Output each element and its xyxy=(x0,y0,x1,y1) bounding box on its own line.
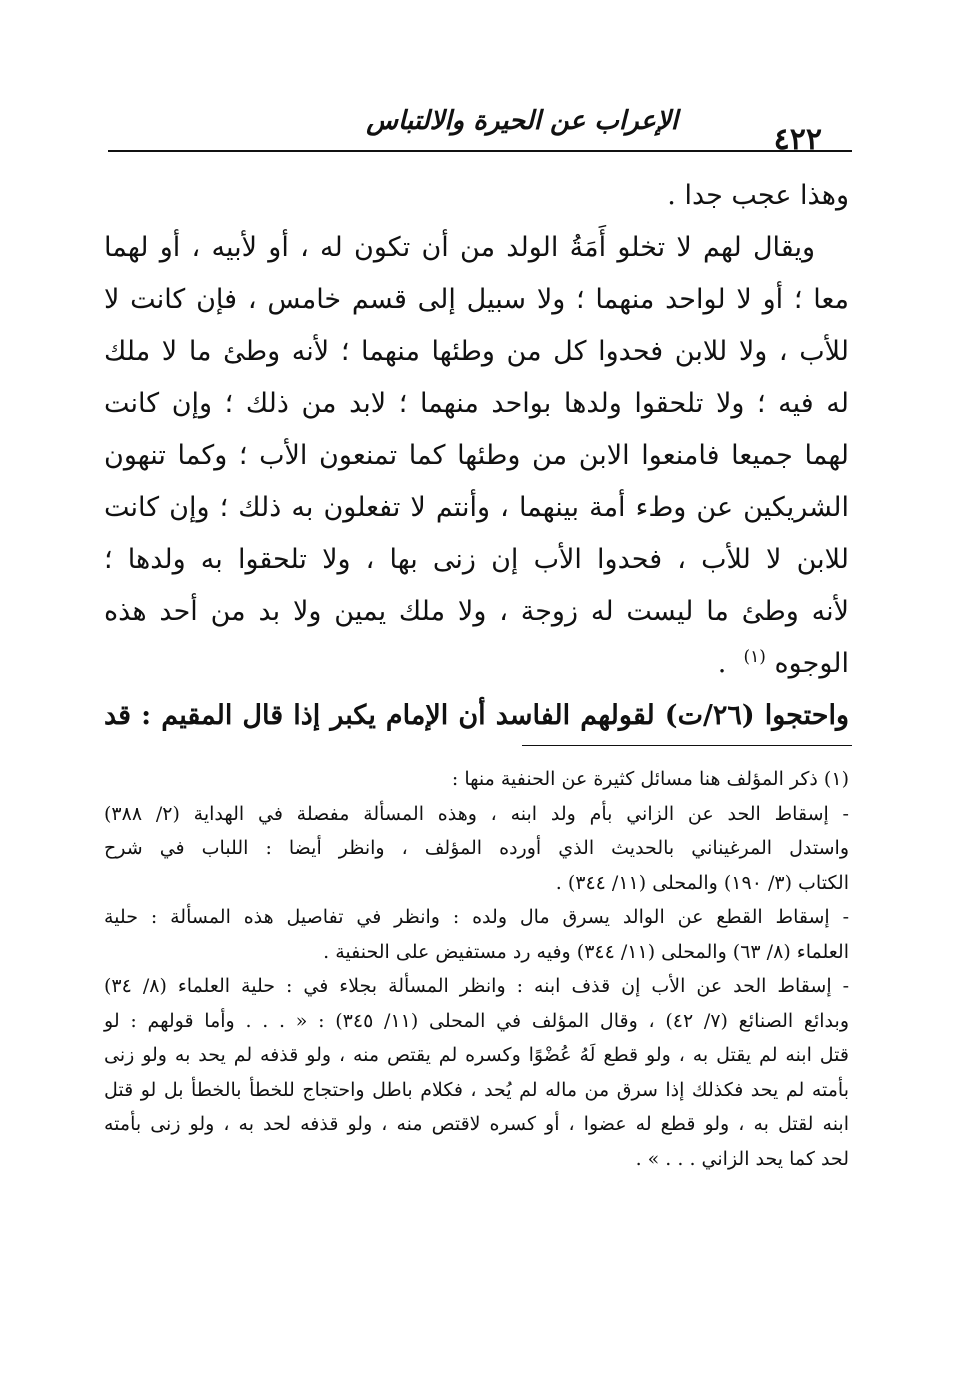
body-line: معا ؛ أو لا لواحد منهما ؛ ولا سبيل إلى قسم خامس ، فإن كانت لا xyxy=(104,284,849,315)
footnote-line: الكتاب (٣/ ١٩٠) والمحلى (١١/ ٣٤٤) . xyxy=(555,871,849,894)
footnote-line: العلماء (٨/ ٦٣) والمحلى (١١/ ٣٤٤) وفيه رد مستفيض على الحنفية . xyxy=(323,940,849,963)
body-line: وهذا عجب جدا . xyxy=(667,180,849,211)
footnote-separator xyxy=(522,745,852,746)
footnote-line: وبدائع الصنائع (٧/ ٤٢) ، وقال المؤلف في المحلى (١١/ ٣٤٥) : « . . . وأما قولهم : لو xyxy=(104,1009,849,1032)
body-line: لهما جميعا فامنعوا الابن من وطئها كما تمنعون الأب ؛ وكما تنهون xyxy=(104,440,849,471)
footnote-line: - إسقاط الحد عن الزاني بأم ولد ابنه ، وهذه المسألة مفصلة في الهداية (٢/ ٣٨٨) xyxy=(104,802,849,825)
footnote-marker[interactable]: (١) xyxy=(743,647,766,667)
footnote-line: بأمته لم يحد فكذلك إذا سرق من ماله لم يُحد ، فكلام باطل واحتجاج للخطأ بالخطأ بل لو قتل xyxy=(104,1078,849,1101)
footnote-line: - إسقاط القطع عن الوالد يسرق مال ولده : وانظر في تفاصيل هذه المسألة : حلية xyxy=(104,906,849,928)
body-line: لأنه وطئ ما ليست له زوجة ، ولا ملك يمين ولا بد من أحد هذه xyxy=(104,596,849,627)
footnote-line: لحد كما يحد الزاني . . . » . xyxy=(635,1147,849,1170)
footnote-line: قتل ابنه لم يقتل به ، ولو قطع لَهُ عُضْوًا وكسره لم يقتص منه ، ولو قذفه لم يحد به ولو زنى xyxy=(104,1044,849,1066)
body-line: واحتجوا (٢٦/ت) لقولهم الفاسد أن الإمام يكبر إذا قال المقيم : قد xyxy=(104,700,849,731)
body-line-text: الوجوه xyxy=(774,648,849,679)
body-line: الشريكين عن وطء أمة بينهما ، وأنتم لا تفعلون به ذلك ؛ وإن كانت xyxy=(104,492,849,523)
page-header xyxy=(108,92,852,157)
body-line: له فيه ؛ ولا تلحقوا ولدها بواحد منهما ؛ لابد من ذلك ؛ وإن كانت xyxy=(104,388,849,419)
footnote-line: ابنه لقتل به ، ولو قطع له عضوا ، أو كسره لاقتص منه ، ولو قذفه لحد به ، ولو زنى بأمته xyxy=(104,1113,849,1135)
main-text xyxy=(104,170,849,742)
running-title: الإعراب عن الحيرة والالتباس xyxy=(366,106,678,136)
footnote-line: (١) ذكر المؤلف هنا مسائل كثيرة عن الحنفية منها : xyxy=(451,768,849,790)
footnotes xyxy=(104,762,849,1176)
footnote-line: واستدل المرغيناني بالحديث الذي أورده المؤلف ، وانظر أيضا : اللباب في شرح xyxy=(104,837,849,859)
footnote-line: - إسقاط الحد عن الأب إن قذف ابنه : وانظر المسألة بجلاء في : حلية العلماء (٨/ ٣٤) xyxy=(104,975,849,997)
header-rule xyxy=(108,150,852,152)
body-line: للابن لا للأب ، فحدوا الأب إن زنى بها ، ولا تلحقوا به ولدها ؛ xyxy=(104,544,849,575)
end-dot: . xyxy=(717,648,727,679)
page-number: ٤٢٢ xyxy=(773,122,822,157)
body-line: للأب ، ولا للابن فحدوا كل من وطئها منهما ؛ لأنه وطئ ما لا ملك xyxy=(104,336,849,367)
body-line-with-footnote xyxy=(104,638,849,690)
body-line: ويقال لهم لا تخلو أَمَةُ الولد من أن تكون له ، أو لأبيه ، أو لهما xyxy=(104,232,815,263)
